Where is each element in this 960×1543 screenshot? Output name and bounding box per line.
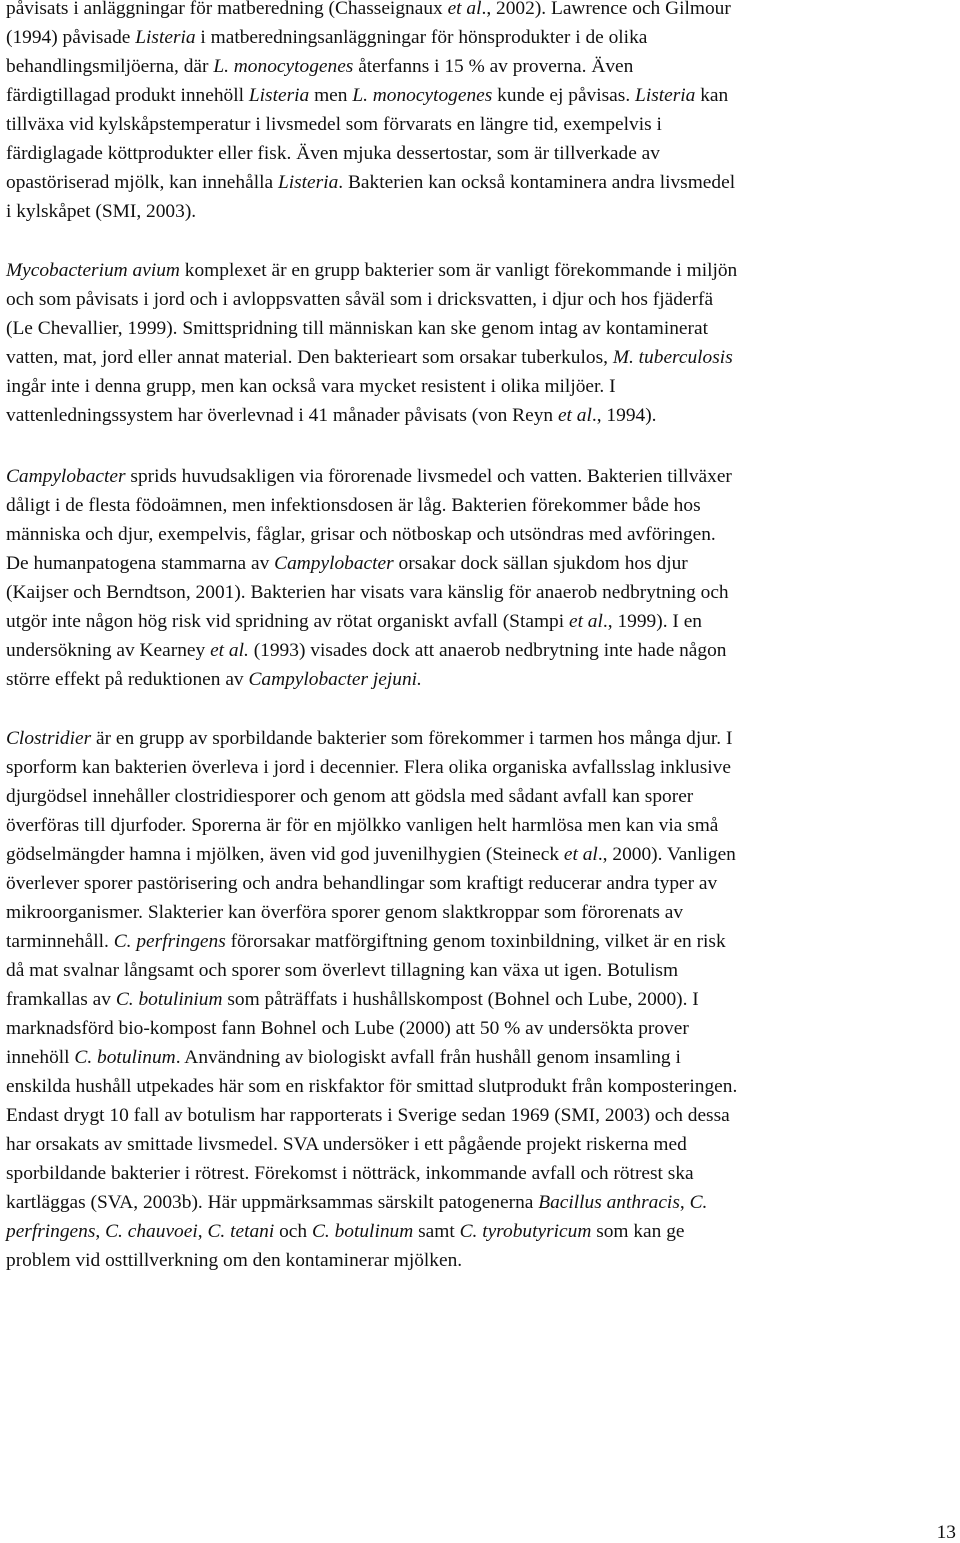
text-run: ., 2002). Lawrence och Gilmour	[481, 0, 731, 19]
text-line	[6, 898, 956, 927]
italic-term: Campylobacter jejuni.	[248, 669, 422, 690]
text-line	[6, 1043, 956, 1072]
italic-term: et al	[447, 0, 482, 19]
text-line	[6, 1159, 956, 1188]
text-line	[6, 753, 956, 782]
text-run: orsakar dock sällan sjukdom hos djur	[393, 553, 688, 574]
text-run: ,	[197, 1221, 208, 1242]
text-line	[6, 314, 956, 343]
text-run: De humanpatogena stammarna av	[6, 553, 275, 574]
italic-term: et al	[563, 844, 598, 865]
text-run: (1993) visades dock att anaerob nedbrytning inte hade någon	[248, 640, 727, 661]
text-line	[6, 549, 956, 578]
text-run: (Kaijser och Berndtson, 2001). Bakterien har visats vara känslig för anaerob nedbrytning och	[6, 582, 729, 603]
text-line	[6, 985, 956, 1014]
italic-term: Bacillus anthracis	[538, 1192, 680, 1213]
text-run: enskilda hushåll utpekades här som en riskfaktor för smittad slutprodukt från komposteringen.	[6, 1076, 738, 1097]
text-run: människa och djur, exempelvis, fåglar, grisar och nötboskap och utsöndras med avföringen.	[6, 524, 716, 545]
italic-term: Listeria	[635, 85, 696, 106]
text-run: (Le Chevallier, 1999). Smittspridning till människan kan ske genom intag av kontaminerat	[6, 318, 708, 339]
text-run: . Användning av biologiskt avfall från hushåll genom insamling i	[175, 1047, 681, 1068]
text-line	[6, 256, 956, 285]
text-line	[6, 1217, 956, 1246]
text-run: ., 2000). Vanligen	[597, 844, 736, 865]
text-line	[6, 724, 956, 753]
italic-term: et al.	[210, 640, 249, 661]
text-line	[6, 285, 956, 314]
italic-term: Listeria	[135, 27, 196, 48]
text-run: i matberedningsanläggningar för hönsprodukter i de olika	[195, 27, 648, 48]
text-run: har orsakats av smittade livsmedel. SVA undersöker i ett pågående projekt riskerna med	[6, 1134, 687, 1155]
italic-term: L. monocytogenes	[213, 56, 354, 77]
text-line	[6, 840, 956, 869]
italic-term: M. tuberculosis	[612, 347, 733, 368]
text-line	[6, 665, 956, 694]
text-run: gödselmängder hamna i mjölken, även vid god juvenilhygien (Steineck	[6, 844, 564, 865]
italic-term: C. perfringens	[113, 931, 226, 952]
text-run: undersökning av Kearney	[6, 640, 211, 661]
italic-term: C. tyrobutyricum	[459, 1221, 592, 1242]
text-run: tillväxa vid kylskåpstemperatur i livsmedel som förvarats en längre tid, exempelvis i	[6, 114, 662, 135]
text-run: färdiglagade köttprodukter eller fisk. Även mjuka dessertostar, som är tillverkade av	[6, 143, 660, 164]
text-run: som påträffats i hushållskompost (Bohnel och Lube, 2000). I	[222, 989, 699, 1010]
text-run: problem vid osttillverkning om den kontaminerar mjölken.	[6, 1250, 463, 1271]
text-line	[6, 491, 956, 520]
text-run: vattenledningssystem har överlevnad i 41 månader påvisats (von Reyn	[6, 405, 558, 426]
text-run: överföras till djurfoder. Sporerna är för en mjölkko vanligen helt harmlösa men kan via små	[6, 815, 719, 836]
text-run: kartläggas (SVA, 2003b). Här uppmärksammas särskilt patogenerna	[6, 1192, 539, 1213]
italic-term: Campylobacter	[274, 553, 394, 574]
text-line	[6, 52, 956, 81]
text-line	[6, 462, 956, 491]
paragraph-listeria	[6, 0, 956, 226]
text-run: färdigtillagad produkt innehöll	[6, 85, 249, 106]
text-run: ., 1999). I en	[602, 611, 702, 632]
text-run: i kylskåpet (SMI, 2003).	[6, 201, 197, 222]
text-line	[6, 0, 956, 23]
text-run: Endast drygt 10 fall av botulism har rapporterats i Sverige sedan 1969 (SMI, 2003) och dessa	[6, 1105, 730, 1126]
text-run: är en grupp av sporbildande bakterier som förekommer i tarmen hos många djur. I	[91, 728, 733, 749]
text-run: dåligt i de flesta födoämnen, men infektionsdosen är låg. Bakterien förekommer både hos	[6, 495, 701, 516]
text-run: . Bakterien kan också kontaminera andra livsmedel	[338, 172, 736, 193]
text-line	[6, 811, 956, 840]
text-line	[6, 927, 956, 956]
text-run: innehöll	[6, 1047, 75, 1068]
italic-term: C. chauvoei	[105, 1221, 198, 1242]
text-run: ,	[95, 1221, 106, 1242]
text-line	[6, 23, 956, 52]
page-number: 13	[936, 1522, 956, 1543]
text-run: djurgödsel innehåller clostridiesporer och genom att gödsla med sådant avfall kan sporer	[6, 786, 694, 807]
text-line	[6, 343, 956, 372]
italic-term: Mycobacterium avium	[6, 260, 180, 281]
text-line	[6, 197, 956, 226]
text-run: större effekt på reduktionen av	[6, 669, 249, 690]
text-run: ., 1994).	[591, 405, 657, 426]
text-run: sporform kan bakterien överleva i jord i decennier. Flera olika organiska avfallsslag inklusive	[6, 757, 731, 778]
text-run: kan	[695, 85, 729, 106]
italic-term: C. tetani	[207, 1221, 275, 1242]
text-line	[6, 1246, 956, 1275]
text-run: påvisats i anläggningar för matberedning (Chasseignaux	[6, 0, 448, 19]
text-run: marknadsförd bio-kompost fann Bohnel och Lube (2000) att 50 % av undersökta prover	[6, 1018, 689, 1039]
text-line	[6, 636, 956, 665]
paragraph-clostridier	[6, 724, 956, 1275]
text-line	[6, 520, 956, 549]
text-line	[6, 1188, 956, 1217]
text-run: ingår inte i denna grupp, men kan också vara mycket resistent i olika miljöer. I	[6, 376, 616, 397]
italic-term: C. botulinum	[74, 1047, 176, 1068]
text-run: återfanns i 15 % av proverna. Även	[353, 56, 634, 77]
text-run: då mat svalnar långsamt och sporer som överlevt tillagning kan växa ut igen. Botulism	[6, 960, 679, 981]
text-line	[6, 578, 956, 607]
text-run: framkallas av	[6, 989, 116, 1010]
text-run: sporbildande bakterier i rötrest. Förekomst i nötträck, inkommande avfall och rötrest ska	[6, 1163, 694, 1184]
text-run: utgör inte någon hög risk vid spridning av rötat organiskt avfall (Stampi	[6, 611, 569, 632]
text-line	[6, 401, 956, 430]
italic-term: Listeria	[248, 85, 310, 106]
italic-term: Campylobacter	[6, 466, 126, 487]
text-line	[6, 372, 956, 401]
italic-term: et al	[557, 405, 592, 426]
text-run: ,	[679, 1192, 690, 1213]
italic-term: Listeria	[277, 172, 339, 193]
text-line	[6, 1130, 956, 1159]
text-run: förorsakar matförgiftning genom toxinbildning, vilket är en risk	[225, 931, 726, 952]
text-line	[6, 607, 956, 636]
italic-term: perfringens	[6, 1221, 96, 1242]
text-line	[6, 869, 956, 898]
paragraph-campylobacter	[6, 462, 956, 694]
text-run: behandlingsmiljöerna, där	[6, 56, 214, 77]
text-line	[6, 782, 956, 811]
text-run: som kan ge	[591, 1221, 685, 1242]
text-run: komplexet är en grupp bakterier som är vanligt förekommande i miljön	[179, 260, 738, 281]
text-run: (1994) påvisade	[6, 27, 136, 48]
text-run: och	[274, 1221, 312, 1242]
italic-term: C. botulinium	[115, 989, 223, 1010]
text-run: sprids huvudsakligen via förorenade livsmedel och vatten. Bakterien tillväxer	[125, 466, 732, 487]
italic-term: Clostridier	[6, 728, 92, 749]
italic-term: L. monocytogenes	[352, 85, 493, 106]
text-run: samt	[413, 1221, 460, 1242]
text-run: vatten, mat, jord eller annat material. Den bakterieart som orsakar tuberkulos,	[6, 347, 613, 368]
text-line	[6, 168, 956, 197]
text-run: och som påvisats i jord och i avloppsvatten såväl som i dricksvatten, i djur och hos fjäderfä	[6, 289, 714, 310]
text-line	[6, 81, 956, 110]
text-run: överlever sporer pastörisering och andra behandlingar som kraftigt reducerar andra typer av	[6, 873, 718, 894]
text-line	[6, 139, 956, 168]
text-line	[6, 956, 956, 985]
text-line	[6, 1014, 956, 1043]
text-line	[6, 1101, 956, 1130]
text-run: mikroorganismer. Slakterier kan överföra sporer genom slaktkroppar som förorenats av	[6, 902, 684, 923]
italic-term: et al	[568, 611, 603, 632]
paragraph-mycobacterium	[6, 256, 956, 430]
text-run: tarminnehåll.	[6, 931, 114, 952]
text-run: kunde ej påvisas.	[492, 85, 636, 106]
italic-term: C. botulinum	[311, 1221, 414, 1242]
text-line	[6, 110, 956, 139]
text-run: opastöriserad mjölk, kan innehålla	[6, 172, 278, 193]
italic-term: C.	[689, 1192, 708, 1213]
text-run: men	[309, 85, 353, 106]
text-line	[6, 1072, 956, 1101]
